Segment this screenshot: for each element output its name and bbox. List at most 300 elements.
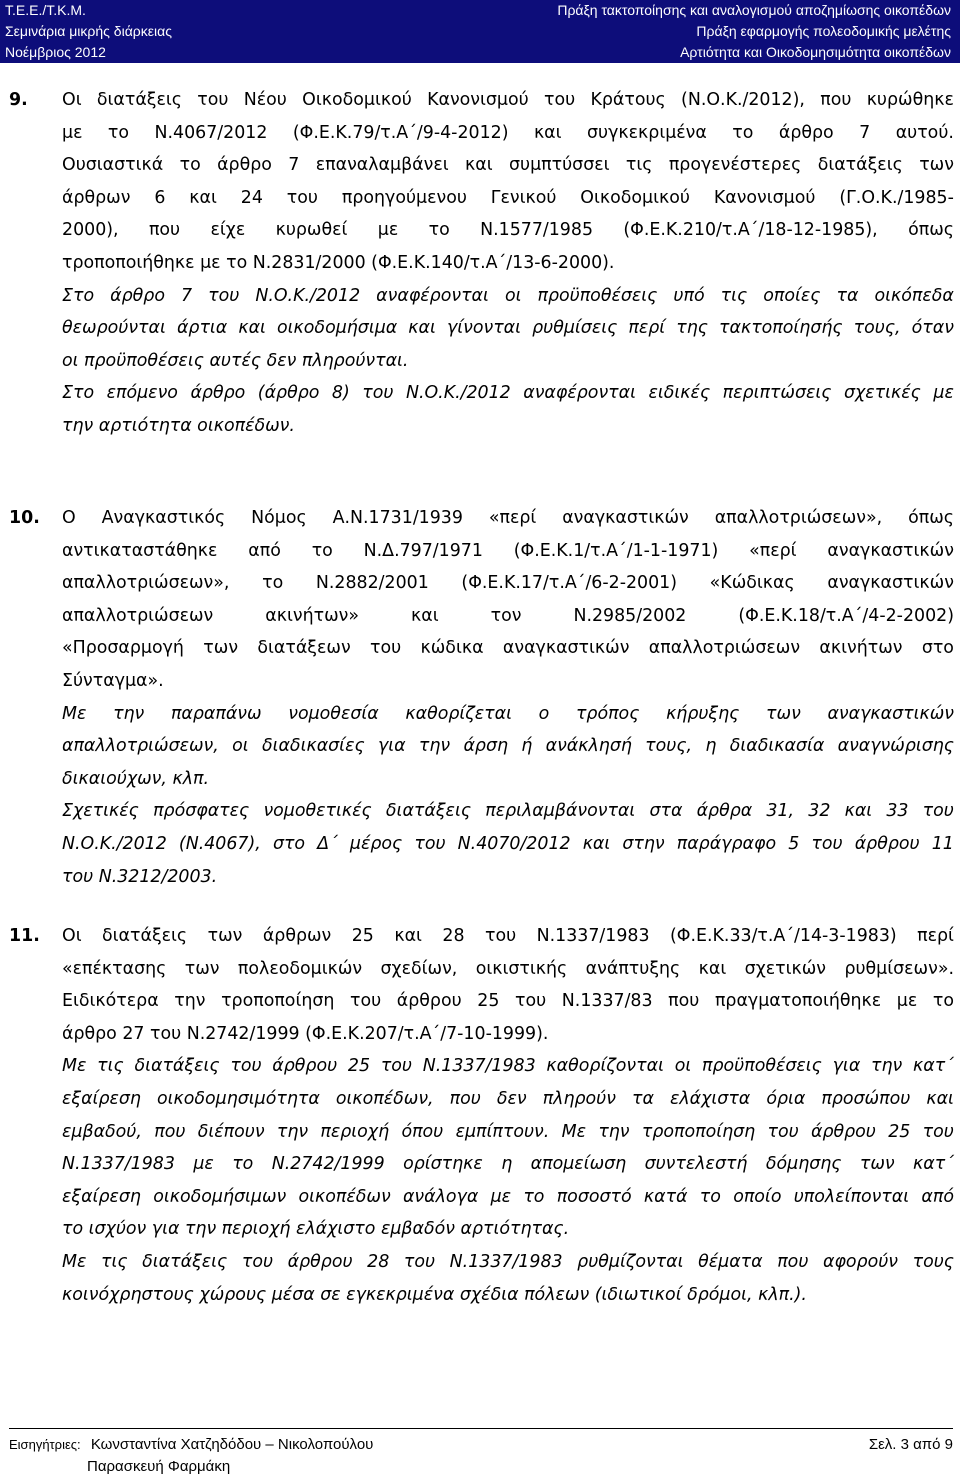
paragraph: [62, 377, 954, 442]
word: αναγνώρισης: [837, 736, 954, 757]
text-line: του Ν.3212/2003.: [62, 866, 218, 887]
word: απαλλοτριώσεων: [648, 638, 801, 659]
word: γίνονται: [446, 318, 522, 339]
word: οι: [504, 285, 522, 306]
word: θεωρούνται: [62, 318, 166, 339]
word: Ν.4067/2012: [154, 122, 268, 143]
word: το: [311, 540, 333, 561]
text-line: [62, 953, 954, 986]
word: 24: [240, 187, 263, 208]
word: διατάξεις: [817, 155, 903, 176]
word: τους: [912, 1251, 954, 1272]
word: επόμενο: [106, 383, 178, 404]
word: του: [350, 991, 382, 1012]
word: δεν: [496, 1088, 527, 1109]
word: όταν: [911, 318, 954, 339]
text-line: [62, 567, 954, 600]
word: Δ΄: [317, 833, 338, 854]
text-line: [62, 1050, 954, 1083]
word: και: [408, 318, 436, 339]
word: διατάξεις: [385, 801, 472, 822]
word: τον: [490, 605, 522, 626]
word: τους,: [853, 318, 901, 339]
word: περιοχή: [320, 1121, 390, 1142]
paragraph: [62, 84, 954, 280]
word: δόμησης: [765, 1154, 842, 1175]
word: με: [933, 383, 954, 404]
word: του: [230, 1056, 262, 1077]
word: του: [922, 1121, 954, 1142]
word: το: [932, 991, 954, 1012]
word: άρση: [463, 736, 508, 757]
word: άρθρα: [696, 801, 753, 822]
word: στο: [921, 638, 954, 659]
word: κατά: [643, 1186, 688, 1207]
word: τους,: [645, 736, 693, 757]
word: που: [777, 1251, 809, 1272]
word: διατάξεις: [102, 926, 188, 946]
word: οποίο: [733, 1186, 782, 1207]
word: τρόπος: [575, 703, 640, 724]
word: το: [428, 220, 450, 241]
word: του: [208, 285, 240, 306]
word: διέπουν: [197, 1121, 265, 1142]
word: των: [207, 926, 243, 946]
word: θέματα: [698, 1251, 763, 1272]
word: Ν.1577/1985: [480, 220, 594, 241]
text-line: [62, 1148, 954, 1181]
word: την: [174, 991, 206, 1012]
text-line: τροποποιήθηκε με το Ν.2831/2000 (Φ.Ε.Κ.140/τ.Α΄/13-6-2000).: [62, 252, 615, 273]
section-9-number: 9.: [9, 90, 28, 110]
text-line: [62, 214, 954, 247]
word: και: [926, 1088, 954, 1109]
word: Ν.Δ.797/1971: [363, 540, 483, 561]
word: ανάκλησή: [545, 736, 632, 757]
word: Ν.Ο.Κ./2012: [405, 383, 511, 404]
text-line: [62, 698, 954, 731]
word: Ν.Ο.Κ./2012: [255, 285, 361, 306]
word: ορίστηκε: [403, 1154, 483, 1175]
word: που: [820, 90, 852, 110]
word: Ν.1337/1983: [62, 1154, 175, 1175]
word: καθορίζεται: [405, 703, 512, 724]
word: την: [113, 703, 145, 724]
text-line: [62, 535, 954, 568]
word: ελάχιστα: [669, 1088, 751, 1109]
word: «επέκτασης: [62, 958, 167, 979]
word: νομοθετικές: [263, 801, 372, 822]
word: (Γ.Ο.Κ./1985-: [839, 187, 954, 208]
word: (Ν.4067),: [178, 833, 261, 854]
header-banner: [0, 0, 960, 63]
word: ο: [538, 703, 550, 724]
word: την: [598, 1121, 630, 1142]
word: τροποποίηση: [221, 991, 335, 1012]
word: την: [418, 736, 451, 757]
word: Με: [62, 703, 87, 724]
word: με: [377, 220, 399, 241]
word: περιλαμβάνονται: [485, 801, 636, 822]
header-date: Νοέμβριος 2012: [5, 44, 106, 60]
word: κώδικα: [420, 638, 484, 659]
word: προηγούμενου: [341, 187, 467, 208]
word: τις: [625, 155, 653, 176]
word: αναφέρονται: [523, 383, 636, 404]
word: Οικοδομικού: [580, 187, 690, 208]
word: αναφέρονται: [376, 285, 489, 306]
word: τροποποίηση: [641, 1121, 756, 1142]
word: 11: [931, 833, 954, 854]
word: των: [766, 703, 801, 724]
word: καθορίζονται: [546, 1056, 664, 1077]
header-topic-1: Πράξη τακτοποίησης και αναλογισμού αποζημίωσης οικοπέδων: [557, 2, 951, 18]
word: της: [676, 318, 708, 339]
word: που: [148, 220, 181, 241]
text-line: [62, 84, 954, 117]
word: κατ΄: [913, 1154, 954, 1175]
word: 7: [288, 155, 300, 176]
word: με: [193, 1154, 214, 1175]
word: Α.Ν.1731/1939: [332, 508, 463, 528]
word: ακινήτων»: [265, 605, 360, 626]
word: οικοπέδων: [298, 1186, 391, 1207]
word: 28: [367, 1251, 390, 1272]
word: του: [767, 1121, 799, 1142]
word: μέρος: [349, 833, 403, 854]
word: 25: [351, 926, 374, 946]
word: οικοπέδων,: [335, 1088, 434, 1109]
word: διατάξεις: [134, 1056, 220, 1077]
word: νομοθεσία: [288, 703, 379, 724]
word: (Ν.Ο.Κ./2012),: [681, 90, 805, 110]
word: με: [62, 122, 83, 143]
word: Σχετικές: [62, 801, 139, 822]
word: διατάξεις: [142, 1251, 228, 1272]
word: σχετικές: [843, 383, 921, 404]
word: κυρώθηκε: [866, 90, 954, 110]
word: (Φ.Ε.Κ.210/τ.Α΄/18-12-1985),: [623, 220, 878, 241]
word: των: [203, 638, 239, 659]
header-topic-2: Πράξη εφαρμογής πολεοδομικής μελέτης: [696, 23, 951, 39]
word: όπου: [401, 1121, 444, 1142]
word: υπό: [673, 285, 705, 306]
word: διατάξεις: [96, 90, 182, 110]
word: 7: [859, 122, 871, 143]
word: και: [189, 187, 217, 208]
word: ανάπτυξης: [585, 958, 681, 979]
word: του: [811, 833, 843, 854]
word: κήρυξης: [666, 703, 740, 724]
word: απαλλοτριώσεων»,: [62, 573, 230, 594]
word: πραγματοποιήθηκε: [714, 991, 882, 1012]
word: το: [523, 1186, 545, 1207]
header-left: [5, 0, 172, 63]
word: 32: [808, 801, 831, 822]
word: και: [582, 833, 611, 854]
word: απομείωση: [530, 1154, 627, 1175]
header-topic-3: Αρτιότητα και Οικοδομησιμότητα οικοπέδων: [680, 44, 951, 60]
word: του: [241, 1251, 274, 1272]
word: σχεδίων,: [380, 958, 458, 979]
word: Νόμος: [251, 508, 307, 528]
word: 25: [888, 1121, 911, 1142]
word: άρθρων: [62, 187, 131, 208]
word: αναγκαστικών: [827, 573, 954, 594]
word: που: [449, 1088, 481, 1109]
word: την: [871, 1056, 903, 1077]
word: περιπτώσεις: [722, 383, 832, 404]
word: Κανονισμού: [427, 90, 529, 110]
word: Οι: [62, 926, 82, 946]
word: ακινήτων: [819, 638, 903, 659]
word: το: [262, 573, 284, 594]
word: άρθρου: [396, 991, 462, 1012]
word: άρθρου: [272, 1056, 338, 1077]
word: τα: [836, 285, 859, 306]
word: άρθρο: [778, 122, 834, 143]
word: παραπάνω: [170, 703, 262, 724]
word: κατ΄: [913, 1056, 954, 1077]
word: συμπτύσσει: [509, 155, 610, 176]
word: είχε: [210, 220, 246, 241]
word: στην: [622, 833, 665, 854]
header-organization: Τ.Ε.Ε./Τ.Κ.Μ.: [5, 2, 86, 18]
word: όπως: [908, 220, 954, 241]
word: του: [922, 801, 954, 822]
text-line: [62, 312, 954, 345]
word: 2000),: [62, 220, 119, 241]
text-line: [62, 1181, 954, 1214]
word: άρθρο: [217, 155, 272, 176]
word: αναγκαστικών: [562, 508, 689, 528]
page-number: Σελ. 3 από 9: [868, 1436, 953, 1453]
word: των: [859, 1154, 895, 1175]
word: του: [414, 833, 446, 854]
paragraph: [62, 1050, 954, 1246]
word: ποσοστό: [556, 1186, 632, 1207]
text-line: την αρτιότητα οικοπέδων.: [62, 415, 295, 436]
text-line: [62, 502, 954, 535]
footer-label: Εισηγήτριες:: [9, 1437, 81, 1452]
word: και: [411, 605, 439, 626]
word: Με: [62, 1251, 87, 1272]
word: Ο: [62, 508, 76, 528]
word: υπολείπονται: [793, 1186, 910, 1207]
word: προϋποθέσεις: [537, 285, 658, 306]
word: του: [543, 90, 576, 110]
paragraph: [62, 920, 954, 1050]
word: και: [465, 155, 493, 176]
text-line: άρθρο 27 του Ν.2742/1999 (Φ.Ε.Κ.207/τ.Α΄/7-10-1999).: [62, 1023, 549, 1044]
word: 33: [886, 801, 909, 822]
word: Ν.1337/1983: [536, 926, 650, 946]
word: (Φ.Ε.Κ.18/τ.Α΄/4-2-2002): [738, 605, 954, 626]
text-line: [62, 280, 954, 313]
word: του: [515, 991, 547, 1012]
word: του: [369, 638, 402, 659]
word: άρθρου: [287, 1251, 353, 1272]
text-line: [62, 117, 954, 150]
word: από: [248, 540, 281, 561]
word: του: [286, 187, 318, 208]
paragraph: [62, 280, 954, 378]
word: Ν.Ο.Κ./2012: [62, 833, 167, 854]
word: οικοδομήσιμα: [277, 318, 398, 339]
word: «Προσαρμογή: [62, 638, 184, 659]
text-line: [62, 377, 954, 410]
word: οποίες: [763, 285, 821, 306]
word: το: [732, 122, 754, 143]
word: τις: [720, 285, 748, 306]
word: Ν.2985/2002: [573, 605, 687, 626]
text-line: [62, 1246, 954, 1279]
word: απαλλοτριώσεων: [62, 605, 214, 626]
word: αναγκαστικών: [502, 638, 630, 659]
word: το: [699, 1186, 721, 1207]
word: Στο: [62, 383, 95, 404]
word: Ν.4070/2012: [457, 833, 571, 854]
word: άρθρων: [262, 926, 332, 946]
text-line: [62, 149, 954, 182]
word: 31,: [766, 801, 795, 822]
text-line: [62, 1083, 954, 1116]
word: με: [490, 1186, 512, 1207]
word: (Φ.Ε.Κ.17/τ.Α΄/6-2-2001): [461, 573, 678, 594]
paragraph: [62, 698, 954, 796]
word: εμβαδού,: [62, 1121, 142, 1142]
word: 7: [181, 285, 193, 306]
text-line: [62, 920, 954, 953]
word: των: [919, 155, 954, 176]
text-line: [62, 828, 954, 861]
word: Ειδικότερα: [62, 991, 159, 1012]
section-11-number: 11.: [9, 926, 40, 946]
text-line: [62, 600, 954, 633]
word: περί: [917, 926, 954, 946]
word: που: [668, 991, 700, 1012]
word: ρυθμίζονται: [577, 1251, 684, 1272]
word: (Φ.Ε.Κ.33/τ.Α΄/14-3-1983): [670, 926, 897, 946]
word: 25: [347, 1056, 371, 1077]
section-9: [62, 84, 954, 443]
word: παράγραφο: [676, 833, 777, 854]
word: συγκεκριμένα: [587, 122, 707, 143]
footer-divider: [9, 1428, 953, 1429]
word: Κράτους: [590, 90, 666, 110]
word: συντελεστή: [644, 1154, 748, 1175]
word: το: [179, 155, 201, 176]
text-line: [62, 182, 954, 215]
word: και: [844, 801, 873, 822]
text-line: [62, 795, 954, 828]
word: του: [197, 90, 229, 110]
word: αντικαταστάθηκε: [62, 540, 218, 561]
word: «Κώδικας: [709, 573, 795, 594]
text-line: [62, 985, 954, 1018]
text-line: [62, 632, 954, 665]
header-seminar: Σεμινάρια μικρής διάρκειας: [5, 23, 172, 39]
section-10-number: 10.: [9, 508, 40, 528]
word: απαλλοτριώσεων»,: [714, 508, 883, 528]
word: Ν.2882/2001: [315, 573, 429, 594]
word: για: [832, 1056, 861, 1077]
word: Ουσιαστικά: [62, 155, 164, 176]
word: Ν.1337/1983: [422, 1056, 536, 1077]
word: πληρούν: [542, 1088, 616, 1109]
word: ειδικές: [648, 383, 711, 404]
word: ανάλογα: [402, 1186, 479, 1207]
footer: [9, 1434, 953, 1478]
word: από: [921, 1186, 954, 1207]
word: 28: [442, 926, 465, 946]
word: οικοδομησιμότητα: [156, 1088, 320, 1109]
word: άρθρο: [110, 285, 165, 306]
word: τα: [631, 1088, 654, 1109]
word: ή: [521, 736, 533, 757]
word: περί: [628, 318, 666, 339]
text-line: δικαιούχων, κλπ.: [62, 768, 209, 789]
word: και: [698, 958, 727, 979]
word: Με: [62, 1056, 87, 1077]
word: ρυθμίσεις: [532, 318, 618, 339]
word: στο: [272, 833, 306, 854]
word: άρτια: [176, 318, 228, 339]
word: αφορούν: [822, 1251, 899, 1272]
word: πολεοδομικών: [237, 958, 363, 979]
word: 25: [477, 991, 500, 1012]
word: του: [403, 1251, 436, 1272]
word: την: [276, 1121, 309, 1142]
word: Κανονισμού: [713, 187, 816, 208]
word: 5: [788, 833, 800, 854]
word: του: [484, 926, 517, 946]
word: οι: [232, 736, 249, 757]
word: αναγκαστικών: [827, 540, 954, 561]
word: επαναλαμβάνει: [315, 155, 449, 176]
word: που: [154, 1121, 186, 1142]
text-line: Σύνταγμα».: [62, 670, 164, 691]
word: Με: [561, 1121, 586, 1142]
word: διατάξεων: [257, 638, 351, 659]
header-right: [557, 0, 951, 63]
word: διαδικασίες: [261, 736, 365, 757]
word: όπως: [908, 508, 954, 528]
word: Στο: [62, 285, 95, 306]
word: με: [896, 991, 918, 1012]
word: προϋποθέσεις: [702, 1056, 822, 1077]
word: του: [362, 383, 394, 404]
section-10: [62, 502, 954, 893]
word: η: [705, 736, 717, 757]
word: η: [501, 1154, 513, 1175]
word: Οικοδομικού: [302, 90, 412, 110]
word: και: [238, 318, 266, 339]
word: εξαίρεση: [62, 1088, 141, 1109]
word: «περί: [749, 540, 797, 561]
word: εξαίρεση: [62, 1186, 141, 1207]
text-line: [62, 1116, 954, 1149]
word: οικοδομήσιμων: [153, 1186, 287, 1207]
word: και: [394, 926, 422, 946]
text-line: οι προϋποθέσεις αυτές δεν πληρούνται.: [62, 350, 409, 371]
word: το: [107, 122, 130, 143]
word: Αναγκαστικός: [101, 508, 226, 528]
word: απαλλοτριώσεων,: [62, 736, 219, 757]
text-line: κοινόχρηστους χώρους μέσα σε εγκεκριμένα σχέδια πόλεων (ιδιωτικοί δρόμοι, κλπ.).: [62, 1284, 807, 1305]
word: τακτοποίησής: [719, 318, 843, 339]
word: σχετικών: [744, 958, 827, 979]
